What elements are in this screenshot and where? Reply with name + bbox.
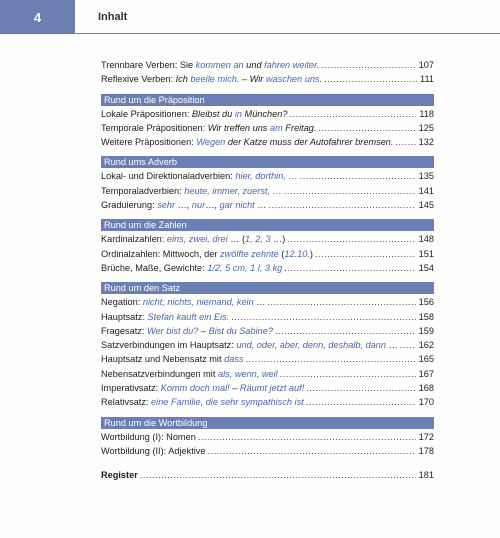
toc-entry-label: [101, 312, 229, 322]
toc-leader-dots: [289, 109, 416, 119]
toc-entry-text-part: Hauptsatz:: [101, 311, 148, 322]
toc-entry-text-part: …,: [175, 200, 192, 211]
header-rule: [75, 33, 500, 34]
toc-entry-text-part: Wegen: [196, 137, 226, 148]
toc-entry-text-part: (: [278, 248, 285, 259]
toc-page-number: 111: [420, 74, 434, 85]
section-heading[interactable]: Rund um die Zahlen: [101, 219, 434, 231]
toc-leader-dots: [318, 123, 415, 133]
toc-leader-dots: [300, 171, 416, 181]
toc-entry-text-part: Freitag.: [282, 122, 317, 133]
toc-entry-text-part: Räumt jetzt auf!: [239, 383, 305, 394]
toc-entry-label: [101, 186, 282, 196]
toc-entry[interactable]: [101, 432, 434, 446]
toc-entry-text-part: . – Wir: [236, 74, 266, 85]
toc-leader-dots: [280, 369, 416, 379]
toc-entry[interactable]: [101, 312, 434, 326]
toc-leader-dots: [284, 263, 415, 273]
table-of-contents: [101, 60, 434, 485]
toc-entry[interactable]: [101, 446, 434, 460]
toc-page-number: 145: [418, 200, 434, 211]
toc-entry-text-part: Graduierung:: [101, 200, 158, 211]
toc-entry-text-part: Fragesatz:: [101, 325, 147, 336]
toc-leader-dots: [231, 312, 415, 322]
register-label: Register: [101, 470, 138, 481]
toc-leader-dots: [267, 297, 415, 307]
toc-leader-dots: [306, 397, 416, 407]
toc-entry-label: [101, 249, 313, 259]
toc-entry-text-part: zwölfte zehnte: [219, 248, 279, 259]
toc-entry[interactable]: [101, 326, 434, 340]
toc-entry-text-part: kommen an: [195, 60, 244, 70]
toc-entry[interactable]: [101, 123, 434, 137]
toc-entry-text-part: Stefan kauft ein Eis.: [147, 311, 230, 322]
section-heading[interactable]: Rund ums Adverb: [101, 156, 434, 168]
toc-leader-dots: [321, 60, 415, 70]
toc-entry-text-part: …: [386, 340, 398, 351]
toc-entry-text-part: …,: [205, 200, 220, 211]
toc-entry-text-part: Ordinalzahlen: Mittwoch, der: [101, 248, 220, 259]
toc-entry-text-part: waschen uns: [265, 74, 320, 85]
toc-entry-text-part: .: [316, 60, 320, 70]
toc-entry-text-part: … (: [227, 234, 246, 245]
toc-entry-text-part: Trennbare Verben: Sie: [101, 60, 196, 70]
toc-entry[interactable]: [101, 234, 434, 248]
toc-page-number: 141: [418, 185, 434, 196]
toc-entry-label: [101, 397, 304, 407]
toc-page-number: 162: [418, 340, 434, 351]
toc-entry-label: [101, 383, 304, 393]
toc-entry-text-part: 1, 2, 3: [245, 234, 271, 245]
toc-entry-label: [101, 326, 273, 336]
toc-entry-label: [101, 123, 316, 133]
toc-entry[interactable]: [101, 369, 434, 383]
toc-entry-text-part: Weitere Präpositionen:: [101, 137, 197, 148]
toc-entry-text-part: Satzverbindungen im Hauptsatz:: [101, 340, 237, 351]
toc-entry[interactable]: [101, 340, 434, 354]
toc-entry-label: [101, 234, 285, 244]
toc-entry-text-part: der Katze muss der Autofahrer bremsen.: [225, 137, 394, 148]
toc-entry-label: [101, 171, 298, 181]
toc-entry-text-part: fahren weiter: [264, 60, 317, 70]
toc-entry[interactable]: [101, 74, 434, 88]
toc-entry-text-part: heute, immer, zuerst, …: [184, 185, 282, 196]
toc-entry[interactable]: [101, 200, 434, 214]
toc-entry-text-part: beeile mich: [190, 74, 237, 85]
toc-page-number: 158: [418, 311, 434, 322]
toc-page-number: 118: [419, 108, 434, 119]
toc-entry-text-part: hier, dorthin, …: [235, 171, 298, 182]
toc-entry-label: [101, 340, 398, 350]
toc-entry[interactable]: [101, 354, 434, 368]
toc-entry-text-part: als, wenn, weil: [217, 368, 278, 379]
toc-entry-text-part: …: [254, 200, 267, 211]
section-heading[interactable]: Rund um die Präposition: [101, 94, 434, 106]
section-heading[interactable]: Rund um den Satz: [101, 282, 434, 294]
toc-entry[interactable]: [101, 171, 434, 185]
toc-entry-register[interactable]: [101, 470, 434, 484]
toc-page-number: 167: [418, 368, 434, 379]
toc-entry[interactable]: [101, 297, 434, 311]
toc-entry-text-part: Temporaladverbien:: [101, 185, 185, 196]
toc-page-number: 156: [418, 297, 434, 308]
toc-entry-text-part: Bist du Sabine?: [208, 325, 273, 336]
page-header: [0, 0, 500, 34]
toc-entry[interactable]: [101, 249, 434, 263]
toc-entry-text-part: Temporale Präpositionen:: [101, 122, 208, 133]
toc-entry-text-part: –: [229, 383, 240, 394]
toc-entry[interactable]: [101, 186, 434, 200]
toc-entry-text-part: Brüche, Maße, Gewichte:: [101, 262, 208, 273]
toc-entry-text-part: …): [270, 234, 286, 245]
toc-leader-dots: [400, 340, 416, 350]
toc-leader-dots: [275, 326, 416, 336]
toc-entry-text-part: 1/2, 5 cm, 1 l, 3 kg: [207, 262, 283, 273]
toc-entry-text-part: Kardinalzahlen:: [101, 234, 167, 245]
toc-entry-text-part: Nebensatzverbindungen mit: [101, 368, 218, 379]
toc-entry-text-part: Wir treffen uns: [207, 122, 270, 133]
toc-entry-text-part: Ich: [175, 74, 191, 85]
toc-page-number: 168: [418, 383, 434, 394]
toc-entry-label: [101, 200, 267, 210]
toc-entry-text-part: am: [269, 122, 283, 133]
toc-leader-dots: [198, 432, 416, 442]
toc-entry-text-part: –: [198, 325, 209, 336]
toc-page-number: 154: [418, 262, 434, 273]
toc-entry-text-part: und, oder, aber, denn, deshalb, dann: [236, 340, 387, 351]
toc-entry-text-part: ): [309, 248, 313, 259]
toc-entry-label: [101, 446, 206, 456]
toc-page-number: 135: [418, 171, 434, 182]
toc-entry-text-part: eins, zwei, drei: [166, 234, 228, 245]
toc-entry-label: [101, 137, 393, 147]
toc-entry[interactable]: [101, 383, 434, 397]
toc-entry-text-part: sehr: [157, 200, 176, 211]
toc-entry-text-part: Wortbildung (II): Adjektive: [101, 445, 206, 456]
toc-entry-text-part: Wer bist du?: [146, 325, 199, 336]
toc-leader-dots: [287, 234, 415, 244]
toc-page-number: 172: [418, 431, 434, 442]
toc-page-number: 165: [418, 354, 434, 365]
toc-leader-dots: [324, 74, 417, 84]
toc-page-number: 125: [418, 122, 434, 133]
toc-leader-dots: [246, 354, 416, 364]
toc-entry[interactable]: [101, 263, 434, 277]
toc-entry-text-part: nicht, nichts, niemand, kein: [142, 297, 254, 308]
toc-entry-text-part: gar nicht: [219, 200, 255, 211]
toc-page-number: 132: [418, 137, 434, 148]
toc-entry-text-part: München?: [241, 108, 288, 119]
toc-entry-text-part: nur: [191, 200, 206, 211]
toc-entry-text-part: und: [243, 60, 265, 70]
toc-entry[interactable]: [101, 397, 434, 411]
toc-entry-text-part: Bleibst du: [191, 108, 235, 119]
toc-leader-dots: [269, 200, 416, 210]
toc-entry-label: [101, 369, 278, 379]
toc-entry-text-part: Lokale Präpositionen:: [101, 108, 192, 119]
toc-page-number: 148: [418, 234, 434, 245]
toc-entry-text-part: Negation:: [101, 297, 143, 308]
page-title: Inhalt: [98, 11, 128, 23]
section-heading[interactable]: Rund um die Wortbildung: [101, 417, 434, 429]
toc-entry-text-part: …: [253, 297, 266, 308]
toc-entry-text-part: Hauptsatz und Nebensatz mit: [101, 354, 225, 365]
toc-entry-text-part: Imperativsatz:: [101, 383, 161, 394]
toc-page-number: 178: [418, 445, 434, 456]
toc-entry-text-part: eine Familie, die sehr sympathisch ist: [151, 397, 304, 408]
toc-leader-dots: [140, 470, 416, 480]
toc-entry-label: [101, 297, 265, 307]
toc-leader-dots: [208, 446, 416, 456]
toc-entry[interactable]: [101, 137, 434, 151]
toc-entry[interactable]: [101, 60, 434, 74]
toc-leader-dots: [306, 383, 415, 393]
toc-entry-text-part: Relativsatz:: [101, 397, 152, 408]
toc-page-number: 107: [418, 60, 434, 70]
toc-entry-text-part: Wortbildung (I): Nomen: [101, 431, 196, 442]
toc-entry-label: [101, 432, 196, 442]
toc-entry-text-part: .: [319, 74, 323, 85]
toc-entry-label: [101, 109, 287, 119]
toc-leader-dots: [395, 137, 415, 147]
toc-entry-text-part: Reflexive Verben:: [101, 74, 176, 85]
toc-leader-dots: [315, 249, 416, 259]
toc-entry-text-part: dass: [224, 354, 244, 365]
toc-entry-label: [101, 74, 322, 84]
toc-entry-text-part: 12.10.: [284, 248, 310, 259]
toc-page-number: 181: [418, 470, 434, 481]
toc-entry[interactable]: [101, 109, 434, 123]
toc-page-number: 159: [418, 325, 434, 336]
toc-page-number: 151: [418, 248, 434, 259]
toc-leader-dots: [284, 186, 416, 196]
toc-entry-text-part: Komm doch mal!: [160, 383, 230, 394]
toc-entry-text-part: in: [234, 108, 242, 119]
toc-entry-text-part: Lokal- und Direktionaladverbien:: [101, 171, 236, 182]
toc-entry-label: [101, 263, 282, 273]
toc-page-number: 170: [418, 397, 434, 408]
page-number: 4: [0, 0, 75, 34]
toc-entry-label: [101, 354, 244, 364]
toc-entry-label: [101, 60, 319, 70]
